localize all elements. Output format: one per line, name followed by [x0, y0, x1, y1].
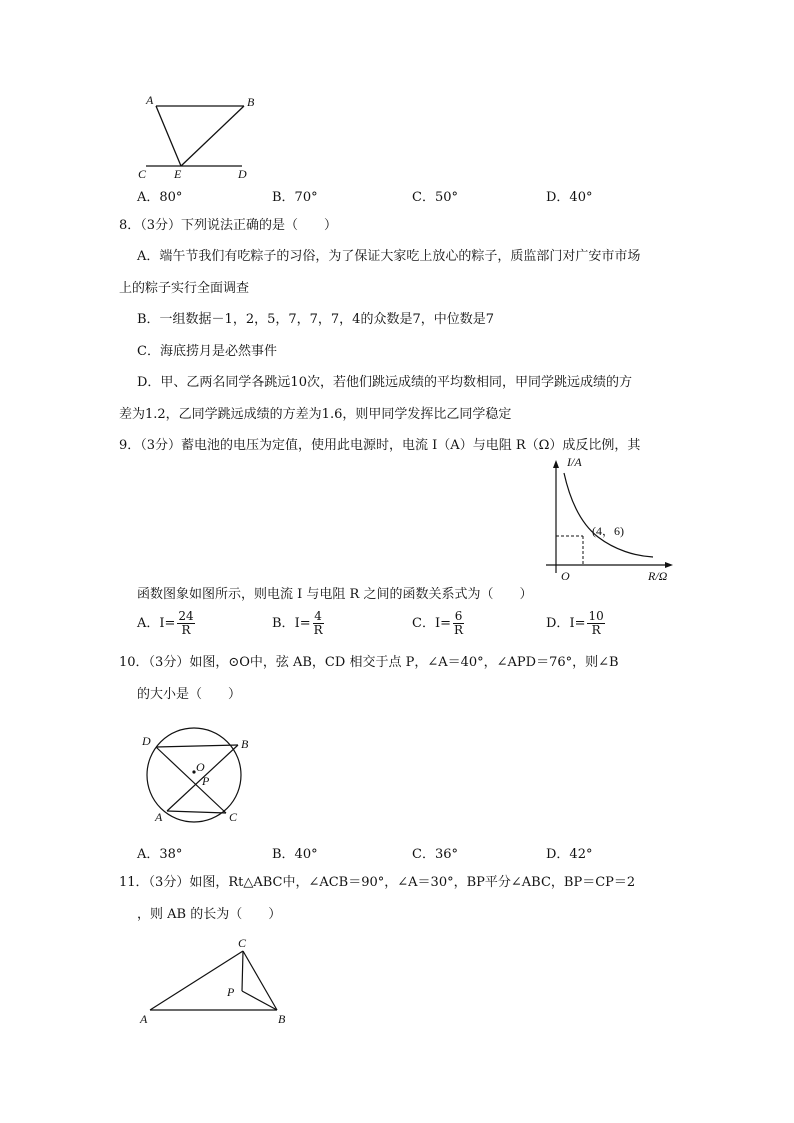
q10-label-c: C [229, 810, 238, 824]
q9-option-d-num: 10 [588, 609, 604, 623]
q9-option-c-den: R [453, 623, 464, 637]
q9-option-d[interactable] [546, 610, 605, 637]
q9-option-d-fraction [587, 610, 604, 637]
q9-option-a[interactable] [137, 610, 195, 637]
q9-y-label: I/A [567, 455, 582, 469]
q10-chord-ac [167, 811, 226, 813]
q9-option-d-den: R [591, 623, 601, 637]
q7-option-d[interactable]: D．40° [546, 190, 593, 205]
q9-option-a-num: 24 [178, 609, 194, 623]
q8-option-d-line1[interactable]: D．甲、乙两名同学各跳远10次，若他们跳远成绩的平均数相同，甲同学跳远成绩的方 [137, 375, 632, 390]
q9-stem-line1: 9．（3分）蓄电池的电压为定值，使用此电源时，电流 I（A）与电阻 R（Ω）成反比例，其 [119, 438, 641, 453]
q9-curve [564, 473, 653, 557]
q11-stem-line1: 11．（3分）如图，Rt△ABC中，∠ACB＝90°，∠A＝30°，BP平分∠ABC，BP＝CP＝2 [119, 875, 636, 890]
q9-option-d-lhs: I= [569, 616, 586, 631]
q8-option-a-line2[interactable]: 上的粽子实行全面调查 [119, 281, 250, 296]
q10-chord-db [156, 745, 238, 747]
q9-option-a-label: A． [137, 616, 160, 631]
q9-option-a-den: R [181, 623, 191, 637]
q9-point-label: (4，6) [592, 524, 624, 538]
q10-stem-line1: 10．（3分）如图，⊙O中，弦 AB，CD 相交于点 P，∠A＝40°，∠APD＝76°，则∠B [119, 655, 619, 670]
q9-option-c-fraction [453, 610, 464, 637]
q10-figure [130, 725, 260, 835]
q10-chord-dc [156, 747, 226, 813]
q8-option-c[interactable]: C．海底捞月是必然事件 [137, 344, 277, 359]
q9-option-c-lhs: I= [434, 616, 451, 631]
q10-option-d[interactable]: D．42° [546, 847, 593, 862]
q9-option-a-lhs: I= [159, 616, 176, 631]
q7-segment-ae [156, 106, 181, 166]
q8-option-a-line1[interactable]: A．端午节我们有吃粽子的习俗，为了保证大家吃上放心的粽子，质监部门对广安市市场 [137, 249, 641, 264]
q10-option-c[interactable]: C．36° [412, 847, 458, 862]
q11-label-a: A [140, 1012, 148, 1026]
q9-option-b-den: R [313, 623, 323, 637]
q10-label-b: B [241, 737, 249, 751]
q11-label-b: B [278, 1012, 286, 1026]
q7-label-e: E [174, 167, 182, 181]
q9-option-c-label: C． [412, 616, 435, 631]
q9-option-c-num: 6 [454, 609, 463, 623]
q9-origin-label: O [561, 569, 570, 583]
q7-option-b[interactable]: B．70° [272, 190, 318, 205]
q7-figure [130, 88, 280, 183]
q11-stem-line2: ，则 AB 的长为（ ） [137, 907, 282, 922]
q11-segment-cp [242, 951, 243, 991]
q7-segment-be [181, 106, 244, 166]
q9-option-b-label: B． [272, 616, 295, 631]
q7-option-a[interactable]: A．80° [137, 190, 183, 205]
q9-x-arrow [665, 562, 673, 568]
q8-stem: 8．（3分）下列说法正确的是（ ） [119, 218, 338, 233]
q11-label-c: C [238, 936, 247, 950]
q10-option-b[interactable]: B．40° [272, 847, 318, 862]
q9-option-a-fraction [177, 610, 194, 637]
q9-option-b[interactable] [272, 610, 324, 637]
q9-option-b-num: 4 [314, 609, 322, 623]
q10-label-p: P [202, 774, 210, 788]
q7-label-b: B [247, 95, 255, 109]
q8-option-d-line2[interactable]: 差为1.2，乙同学跳远成绩的方差为1.6，则甲同学发挥比乙同学稳定 [119, 407, 512, 422]
q8-option-b[interactable]: B．一组数据－1，2，5，7，7，7，4的众数是7，中位数是7 [137, 312, 494, 327]
q9-option-b-lhs: I= [294, 616, 311, 631]
q11-label-p: P [227, 985, 235, 999]
q10-stem-line2: 的大小是（ ） [137, 687, 242, 702]
q7-option-c[interactable]: C．50° [412, 190, 458, 205]
q9-y-arrow [553, 460, 559, 468]
q11-figure [135, 935, 300, 1027]
q11-side-ac [150, 951, 243, 1010]
q7-label-c: C [138, 167, 147, 181]
q9-graph [540, 455, 680, 585]
q10-label-d: D [142, 734, 151, 748]
q9-option-d-label: D． [546, 616, 570, 631]
q10-option-a[interactable]: A．38° [137, 847, 183, 862]
q9-x-label: R/Ω [648, 569, 668, 583]
q9-stem-line2: 函数图象如图所示，则电流 I 与电阻 R 之间的函数关系式为（ ） [137, 587, 533, 602]
q7-label-a: A [146, 93, 154, 107]
q9-option-c[interactable] [412, 610, 464, 637]
q7-label-d: D [238, 167, 247, 181]
q10-circle [147, 728, 241, 822]
q9-option-b-fraction [313, 610, 324, 637]
q10-label-o: O [196, 760, 205, 774]
q10-label-a: A [155, 810, 163, 824]
